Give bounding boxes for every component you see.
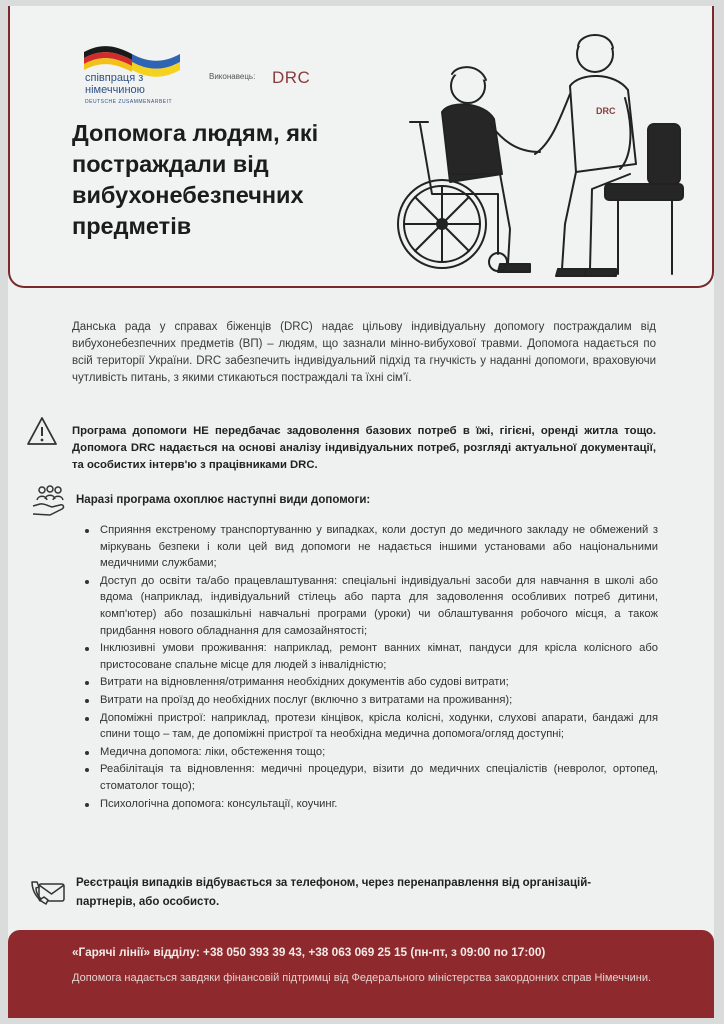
- page-title: Допомога людям, які постраждали від вибухонебезпечних предметів: [72, 120, 319, 239]
- list-item: Інклюзивні умови проживання: наприклад, ремонт ванних кімнат, пандуси для крісла колісного або пристосоване спальне місце для людей з інвалідністю;: [78, 640, 658, 673]
- wheelchair-handshake-illustration: [380, 24, 700, 279]
- assistance-types-heading: Наразі програма охоплює наступні види допомоги:: [76, 494, 371, 506]
- list-item: Допоміжні пристрої: наприклад, протези кінцівок, крісла колісні, ходунки, слухові апарати, бандажі для спини тощо – там, де допоміжні пристрої та необхідна медична допомога/огляд доступні;: [78, 710, 658, 743]
- logo-line2: німеччиною: [85, 84, 145, 96]
- registration-paragraph: Реєстрація випадків відбувається за телефоном, через перенаправлення від організацій-партнерів, або особисто.: [76, 877, 592, 908]
- logo-line1: співпраця з: [85, 72, 144, 84]
- warning-paragraph: Програма допомоги НЕ передбачає задоволення базових потреб в їжі, гігієні, оренді житла тощо. Допомога DRC надається на основі аналізу індивідуальних потреб, розгляді актуальної документації, та особистих інтерв'ю з працівниками DRC.: [72, 425, 656, 471]
- executor-label: Виконавець:: [209, 72, 256, 81]
- list-item: Медична допомога: ліки, обстеження тощо;: [78, 744, 658, 761]
- warning-icon: [26, 416, 58, 446]
- hotlines-text: «Гарячі лінії» відділу: +38 050 393 39 43, +38 063 069 25 15 (пн-пт, з 09:00 по 17:00): [72, 945, 546, 959]
- header-panel: [8, 6, 714, 288]
- logo-line3: DEUTSCHE ZUSAMMENARBEIT: [85, 99, 173, 105]
- assistance-list: [78, 522, 658, 813]
- people-help-icon: [30, 484, 68, 518]
- mail-phone-icon: [30, 876, 66, 906]
- drc-logo: DRC: [272, 68, 311, 87]
- funding-text: Допомога надається завдяки фінансовій підтримці від Федерального міністерства закордонних справ Німеччини.: [72, 972, 652, 984]
- list-item: Витрати на відновлення/отримання необхідних документів або судові витрати;: [78, 674, 658, 691]
- list-item: Сприяння екстреному транспортуванню у випадках, коли доступ до медичного закладу не обмежений з міркувань безпеки і коли цей вид допомоги не надається іншими установами або національними медичними службами;: [78, 522, 658, 572]
- cooperation-logo-text: [85, 72, 172, 108]
- footer-panel: [8, 930, 714, 1018]
- list-item: Витрати на проїзд до необхідних послуг (включно з витратами на проживання);: [78, 692, 658, 709]
- list-item: Реабілітація та відновлення: медичні процедури, візити до медичних спеціалістів (невролог, ортопед, стоматолог тощо);: [78, 761, 658, 794]
- poster: [8, 6, 714, 1018]
- intro-paragraph: Данська рада у справах біженців (DRC) надає цільову індивідуальну допомогу постраждалим від вибухонебезпечних предметів (ВП) – людям, що зазнали мінно-вибухової травми. Допомога надається по всій території України. DRC забезпечить індивідуальний підхід та гнучкість у наданні допомоги, враховуючи чутливість питань, з якими стикаються постраждалі та їхні сім'ї.: [72, 321, 656, 384]
- list-item: Психологічна допомога: консультації, коучинг.: [78, 796, 658, 813]
- shirt-logo: DRC: [596, 106, 616, 116]
- list-item: Доступ до освіти та/або працевлаштування: спеціальні індивідуальні засоби для навчання в школі або вдома (наприклад, індивідуальний стілець або парта для задоволення особливих потреб дитини, комп'ютер) або позашкільні навчальні програми (уроки) чи облаштування робочого місця, а також придбання нового обладнання для самозайнятості;: [78, 573, 658, 639]
